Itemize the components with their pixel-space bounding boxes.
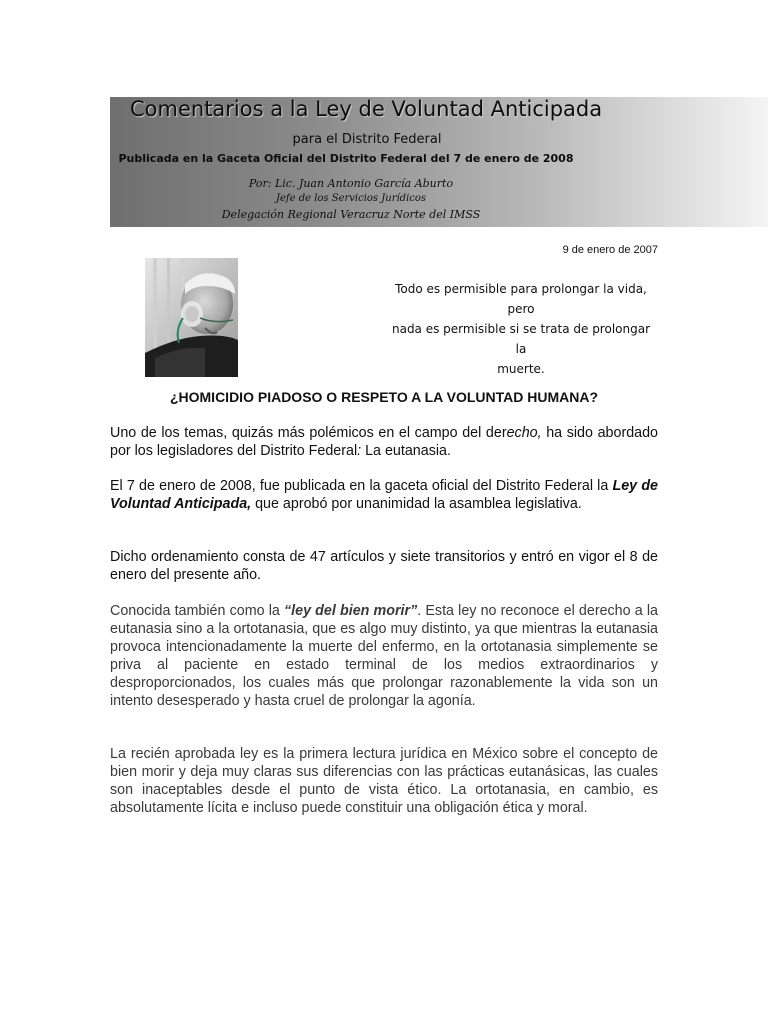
paragraph-text: . Esta ley no reconoce el derecho a la eutanasia sino a la ortotanasia, que es algo muy distinto, ya que mientras la eutanasia provoca intencionadamente la muerte del enfermo, en la ortotanasia simplemente se priva al paciente en estado terminal de los medios extraordinarios y desproporcionados, los cuales más que prolongar razonablemente la vida son un intento desesperado y hasta cruel de prolongar la agonía. — [110, 603, 658, 709]
paragraph-text: ha sido abordado por los legisladores del Distrito Federal — [110, 425, 659, 459]
paragraph-publication — [110, 477, 658, 513]
paragraph-italic-text: echo, — [506, 425, 542, 441]
header-banner — [110, 97, 768, 227]
paragraph-italic-text: : — [357, 443, 362, 459]
document-subtitle: para el Distrito Federal — [292, 132, 442, 147]
paragraph-text: Conocida también como la — [110, 603, 284, 619]
paragraph-articles: Dicho ordenamiento consta de 47 artículos y siete transitorios y entró en vigor el 8 de enero del presente año. — [110, 549, 658, 583]
elderly-man-oxygen-mask-photo — [145, 258, 238, 377]
law-name: Ley de Voluntad Anticipada, — [110, 478, 659, 512]
document-title: Comentarios a la Ley de Voluntad Anticipada — [130, 97, 603, 121]
author-role: Jefe de los Servicios Jurídicos — [275, 193, 427, 204]
quote-line: Todo es permisible para prolongar la vida, pero — [395, 282, 647, 316]
quote-line: nada es permisible si se trata de prolongar la — [391, 322, 651, 356]
paragraph-text: Uno de los temas, quizás más polémicos en el campo del der — [110, 425, 507, 441]
law-nickname: “ley del bien morir” — [284, 603, 418, 619]
document-date: 9 de enero de 2007 — [562, 244, 658, 256]
quote-line: muerte. — [497, 362, 545, 376]
epigraph-quote — [385, 279, 657, 379]
paragraph-conclusion: La recién aprobada ley es la primera lectura jurídica en México sobre el concepto de bien morir y deja muy claras sus diferencias con las prácticas eutanásicas, las cuales son inaceptables desde el punto de vista ético. La ortotanasia, en cambio, es absolutamente lícita e incluso puede constituir una obligación ética y moral. — [110, 746, 658, 816]
paragraph-text: El 7 de enero de 2008, fue publicada en la gaceta oficial del Distrito Federal la — [110, 478, 613, 494]
paragraph-text: La eutanasia. — [361, 443, 451, 459]
section-heading: ¿HOMICIDIO PIADOSO O RESPETO A LA VOLUNTAD HUMANA? — [169, 389, 599, 405]
paragraph-intro — [110, 424, 658, 460]
photo-illustration — [145, 258, 238, 377]
publication-note: Publicada en la Gaceta Oficial del Distrito Federal del 7 de enero de 2008 — [118, 152, 574, 165]
paragraph-text: que aprobó por unanimidad la asamblea legislativa. — [251, 496, 582, 512]
author-office: Delegación Regional Veracruz Norte del IMSS — [221, 208, 481, 221]
paragraph-bien-morir — [110, 602, 658, 710]
author-name: Por: Lic. Juan Antonio García Aburto — [248, 177, 454, 190]
